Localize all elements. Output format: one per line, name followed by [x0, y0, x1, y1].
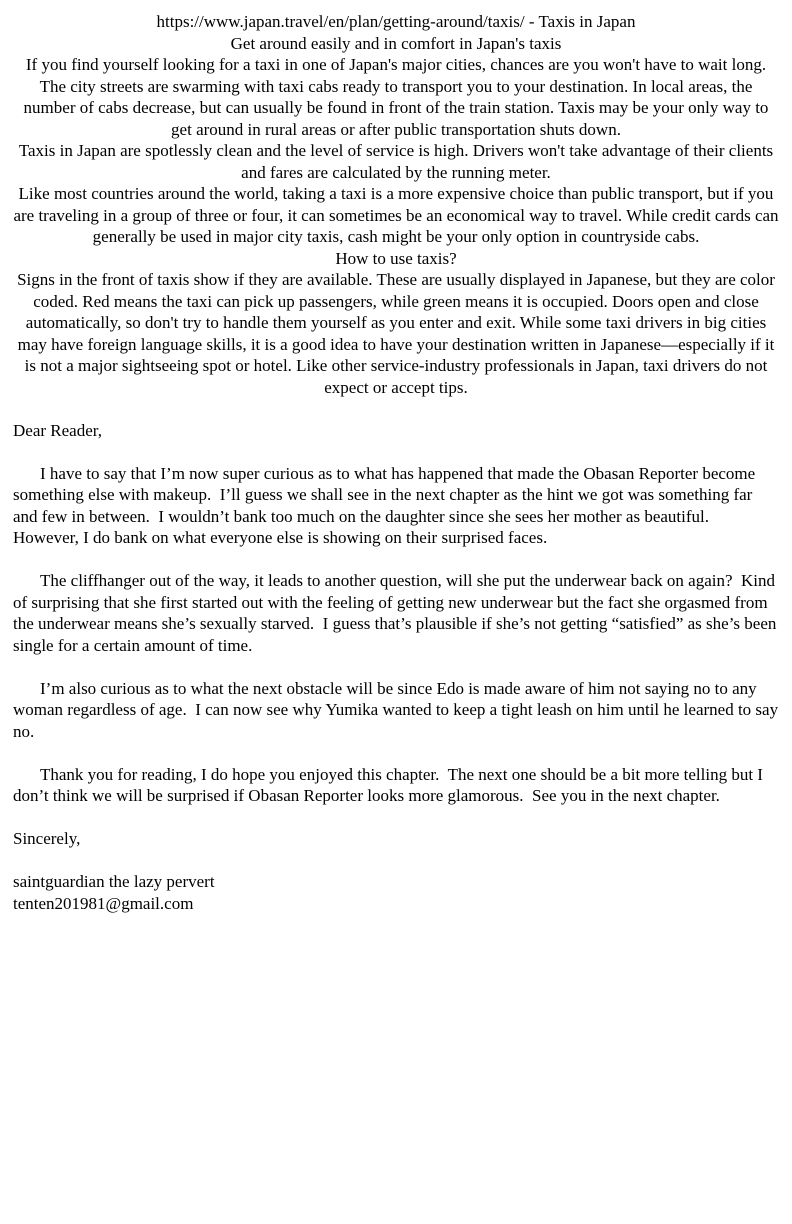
article-paragraph: If you find yourself looking for a taxi in one of Japan's major cities, chances are you won't have to wait long. The city streets are swarming with taxi cabs ready to transport you to your destination. In local areas, the number of cabs decrease, but can usually be found in front of the train station. Taxis may be your only way to get around in rural areas or after public transportation shuts down.: [23, 55, 769, 139]
article-subtitle: Get around easily and in comfort in Japan's taxis: [230, 33, 562, 53]
article-paragraph: Like most countries around the world, taking a taxi is a more expensive choice than public transport, but if you are traveling in a group of three or four, it can sometimes be an economical way to travel. While credit cards can generally be used in major city taxis, cash might be your only option in countryside cabs.: [13, 184, 779, 246]
letter-closing: Sincerely,: [13, 829, 81, 848]
article-paragraph: Signs in the front of taxis show if they are available. These are usually displayed in Japanese, but they are color coded. Red means the taxi can pick up passengers, while green means it is occupied. Doors open and close automatically, so don't try to handle them yourself as you enter and exit. While some taxi drivers in big cities may have foreign language skills, it is a good idea to have your destination written in Japanese—especially if it is not a major sightseeing spot or hotel. Like other service-industry professionals in Japan, taxi drivers do not expect or accept tips.: [17, 270, 775, 397]
source-url-line: https://www.japan.travel/en/plan/getting-around/taxis/ - Taxis in Japan: [156, 12, 636, 31]
article-paragraph: Taxis in Japan are spotlessly clean and the level of service is high. Drivers won't take advantage of their clients and fares are calculated by the running meter.: [18, 141, 774, 182]
letter-paragraph: I have to say that I’m now super curious as to what has happened that made the Obasan Reporter become something else with makeup. I’ll guess we shall see in the next chapter as the hint we got was something far and few in between. I wouldn’t bank too much on the daughter since she sees her mother as beautiful. However, I do bank on what everyone else is showing on their surprised faces.: [13, 463, 760, 547]
signature-email: tenten201981@gmail.com: [13, 893, 194, 913]
letter-paragraph: The cliffhanger out of the way, it leads to another question, will she put the underwear back on again? Kind of surprising that she first started out with the feeling of getting new underwear but the fact she orgasmed from the underwear means she’s sexually starved. I guess that’s plausible if she’s not getting “satisfied” as she’s been single for a certain amount of time.: [13, 571, 781, 655]
quoted-article-block: [0, 0, 792, 398]
signature-block: [13, 871, 779, 914]
article-section-heading: How to use taxis?: [335, 248, 457, 268]
letter-paragraph: Thank you for reading, I do hope you enjoyed this chapter. The next one should be a bit more telling but I don’t think we will be surprised if Obasan Reporter looks more glamorous. See you in the next chapter.: [13, 764, 768, 805]
author-letter: [0, 420, 792, 915]
signature-name: saintguardian the lazy pervert: [13, 872, 215, 891]
letter-paragraph: I’m also curious as to what the next obstacle will be since Edo is made aware of him not saying no to any woman regardless of age. I can now see why Yumika wanted to keep a tight leash on him until he learned to say no.: [13, 678, 783, 741]
letter-salutation: Dear Reader,: [13, 420, 102, 440]
